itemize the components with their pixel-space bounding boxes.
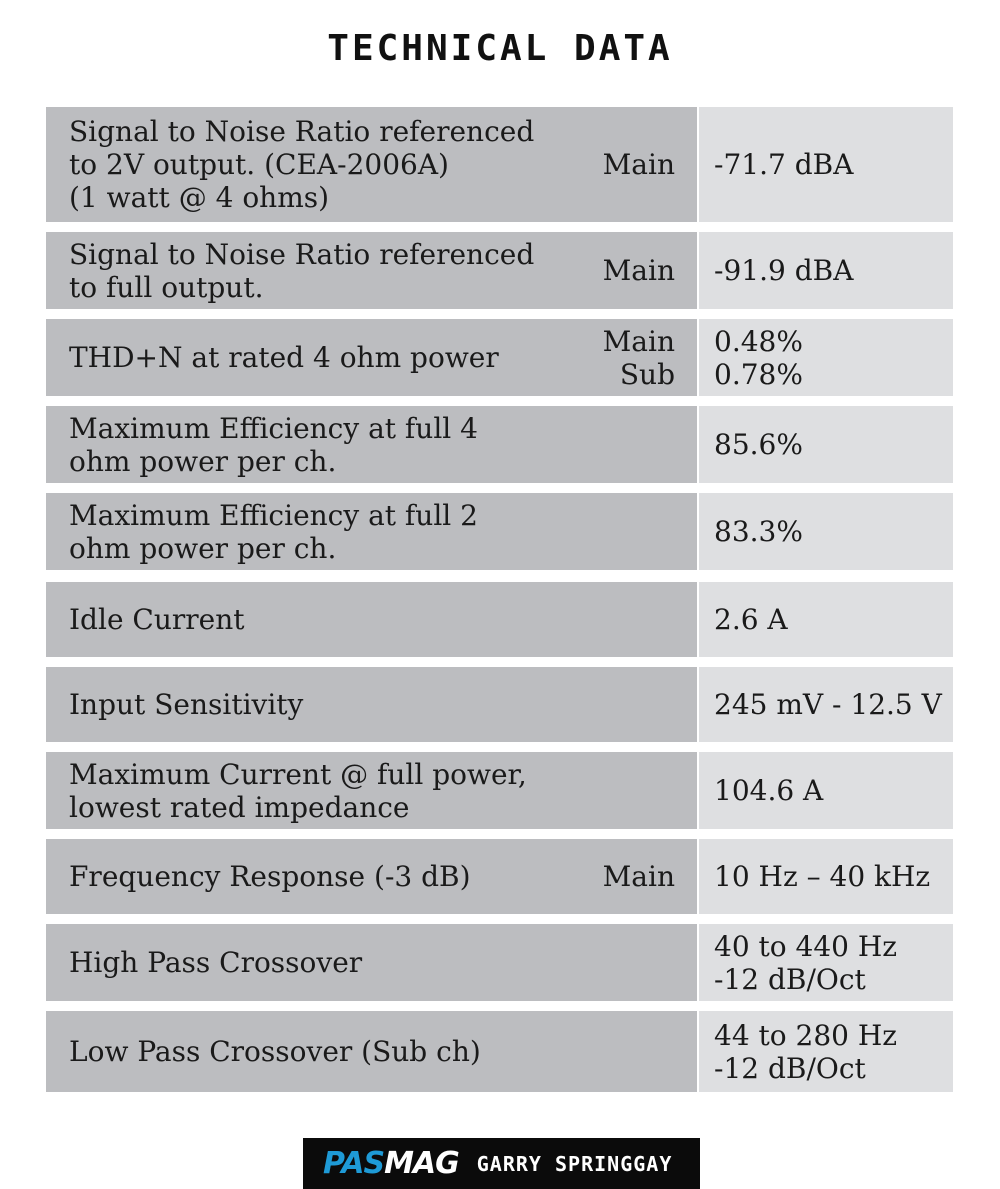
channel-label: Main — [602, 860, 675, 893]
value-cell: 44 to 280 Hz -12 dB/Oct — [699, 1011, 953, 1092]
label-cell — [46, 319, 697, 396]
page-title: TECHNICAL DATA — [327, 28, 673, 69]
value-cell: -91.9 dBA — [699, 232, 953, 309]
parameter-label: Input Sensitivity — [69, 688, 304, 721]
label-cell — [46, 924, 697, 1001]
value-cell: 0.48% 0.78% — [699, 319, 953, 396]
parameter-label: Low Pass Crossover (Sub ch) — [69, 1035, 481, 1068]
channel-label: Main Sub — [602, 324, 675, 391]
table-row — [46, 752, 953, 829]
value-cell: 10 Hz – 40 kHz — [699, 839, 953, 914]
value-cell: -71.7 dBA — [699, 107, 953, 222]
value-cell: 40 to 440 Hz -12 dB/Oct — [699, 924, 953, 1001]
parameter-label: THD+N at rated 4 ohm power — [69, 341, 499, 374]
table-row — [46, 232, 953, 309]
label-cell — [46, 406, 697, 483]
parameter-label: Frequency Response (-3 dB) — [69, 860, 471, 893]
channel-label: Main — [602, 254, 675, 287]
parameter-label: Maximum Efficiency at full 2 ohm power per ch. — [69, 498, 478, 565]
label-cell — [46, 1011, 697, 1092]
parameter-label: High Pass Crossover — [69, 946, 363, 979]
table-row — [46, 406, 953, 483]
author-credit: GARRY SPRINGGAY — [476, 1151, 673, 1176]
parameter-label: Idle Current — [69, 603, 245, 636]
label-cell — [46, 839, 697, 914]
table-row — [46, 493, 953, 570]
table-row — [46, 319, 953, 396]
label-cell — [46, 232, 697, 309]
parameter-label: Signal to Noise Ratio referenced to 2V output. (CEA-2006A) (1 watt @ 4 ohms) — [69, 115, 535, 214]
label-cell — [46, 493, 697, 570]
value-cell: 85.6% — [699, 406, 953, 483]
value-cell: 104.6 A — [699, 752, 953, 829]
table-row — [46, 107, 953, 222]
parameter-label: Signal to Noise Ratio referenced to full output. — [69, 237, 535, 304]
value-cell: 245 mV - 12.5 V — [699, 667, 953, 742]
table-row — [46, 924, 953, 1001]
pasmag-logo: PASMAG — [323, 1146, 459, 1181]
label-cell — [46, 582, 697, 657]
footer-banner — [303, 1138, 700, 1189]
label-cell — [46, 752, 697, 829]
parameter-label: Maximum Efficiency at full 4 ohm power per ch. — [69, 411, 478, 478]
parameter-label: Maximum Current @ full power, lowest rated impedance — [69, 757, 527, 824]
value-cell: 2.6 A — [699, 582, 953, 657]
table-row — [46, 582, 953, 657]
channel-label: Main — [602, 148, 675, 181]
table-row — [46, 839, 953, 914]
label-cell — [46, 667, 697, 742]
value-cell: 83.3% — [699, 493, 953, 570]
table-row — [46, 1011, 953, 1092]
table-row — [46, 667, 953, 742]
label-cell — [46, 107, 697, 222]
